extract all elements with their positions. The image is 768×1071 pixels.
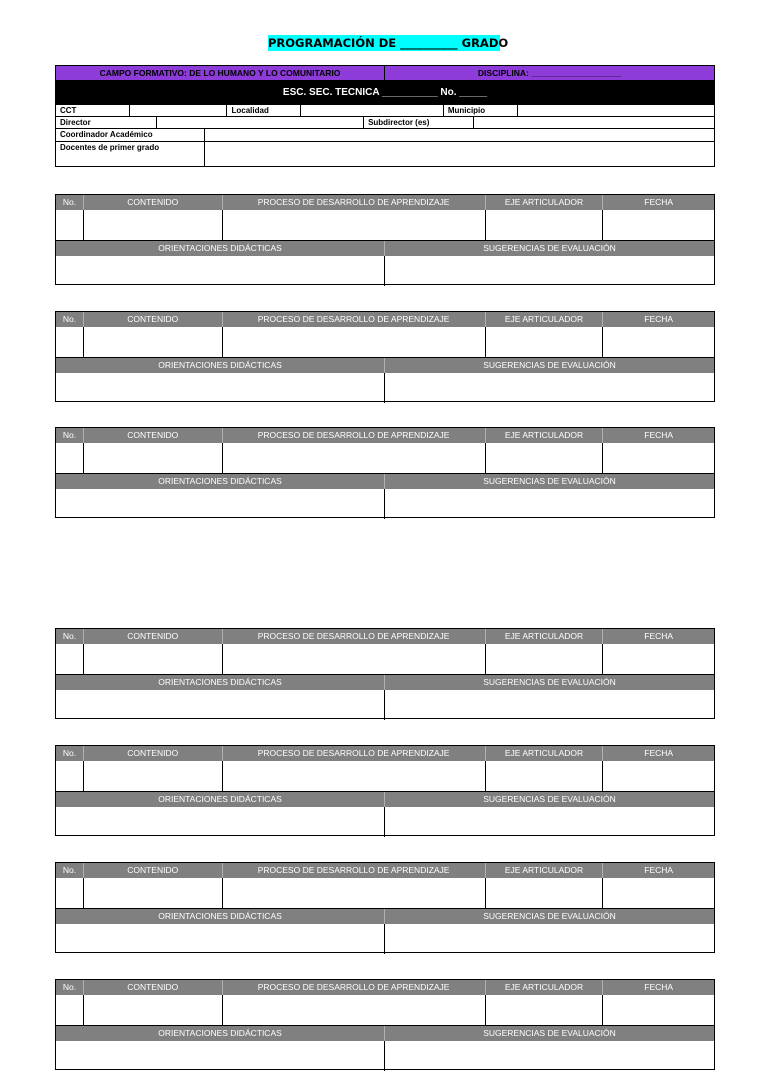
proceso-cell[interactable] [223, 443, 486, 474]
contenido-cell[interactable] [84, 995, 223, 1026]
disciplina-cell: DISCIPLINA: ___________________ [477, 68, 622, 78]
cct-value[interactable] [130, 105, 228, 116]
no-header: No. [56, 312, 84, 327]
header-table [55, 65, 715, 167]
eje-cell[interactable] [486, 995, 604, 1026]
no-header: No. [56, 629, 84, 644]
sugerencias-header: SUGERENCIAS DE EVALUACIÓN [483, 911, 616, 921]
eje-header: EJE ARTICULADOR [486, 746, 604, 761]
eje-header: EJE ARTICULADOR [486, 980, 604, 995]
contenido-header: CONTENIDO [84, 629, 223, 644]
block-notes-row [56, 256, 714, 286]
eje-header: EJE ARTICULADOR [486, 863, 604, 878]
block-notes-row [56, 924, 714, 954]
block-subheader-row [56, 358, 714, 373]
planning-block [55, 628, 715, 719]
subdirector-label: Subdirector (es) [364, 117, 474, 128]
proceso-cell[interactable] [223, 761, 486, 792]
no-cell[interactable] [56, 210, 84, 241]
contenido-header: CONTENIDO [84, 863, 223, 878]
block-header-row [56, 428, 714, 443]
contenido-cell[interactable] [84, 327, 223, 358]
orientaciones-cell[interactable] [56, 924, 385, 954]
proceso-cell[interactable] [223, 210, 486, 241]
eje-cell[interactable] [486, 878, 604, 909]
sugerencias-cell[interactable] [385, 373, 714, 403]
contenido-cell[interactable] [84, 443, 223, 474]
planning-block [55, 194, 715, 285]
contenido-header: CONTENIDO [84, 746, 223, 761]
block-header-row [56, 746, 714, 761]
orientaciones-cell[interactable] [56, 690, 385, 720]
orientaciones-header: ORIENTACIONES DIDÁCTICAS [56, 675, 385, 690]
no-cell[interactable] [56, 878, 84, 909]
orientaciones-header: ORIENTACIONES DIDÁCTICAS [56, 1026, 385, 1041]
block-subheader-row [56, 909, 714, 924]
eje-header: EJE ARTICULADOR [486, 312, 604, 327]
no-header: No. [56, 195, 84, 210]
orientaciones-header: ORIENTACIONES DIDÁCTICAS [56, 474, 385, 489]
orientaciones-cell[interactable] [56, 807, 385, 837]
orientaciones-cell[interactable] [56, 489, 385, 519]
docentes-value[interactable] [205, 142, 714, 166]
eje-cell[interactable] [486, 761, 604, 792]
contenido-header: CONTENIDO [84, 980, 223, 995]
coordinador-value[interactable] [205, 129, 714, 141]
proceso-cell[interactable] [223, 644, 486, 675]
docentes-label: Docentes de primer grado [56, 142, 205, 166]
block-header-row [56, 195, 714, 210]
block-entry-row [56, 210, 714, 241]
block-entry-row [56, 443, 714, 474]
block-notes-row [56, 489, 714, 519]
proceso-cell[interactable] [223, 995, 486, 1026]
page-title: PROGRAMACIÓN DE __________ GRADO [268, 36, 509, 50]
sugerencias-header: SUGERENCIAS DE EVALUACIÓN [483, 476, 616, 486]
planning-block [55, 862, 715, 953]
fecha-header: FECHA [644, 982, 674, 992]
contenido-cell[interactable] [84, 878, 223, 909]
coordinador-row [56, 129, 714, 142]
fecha-header: FECHA [644, 314, 674, 324]
proceso-header: PROCESO DE DESARROLLO DE APRENDIZAJE [223, 428, 486, 443]
fecha-header: FECHA [644, 430, 674, 440]
no-cell[interactable] [56, 761, 84, 792]
no-cell[interactable] [56, 327, 84, 358]
block-header-row [56, 312, 714, 327]
fecha-cell[interactable] [603, 644, 714, 675]
block-notes-row [56, 690, 714, 720]
eje-header: EJE ARTICULADOR [486, 195, 604, 210]
fecha-cell[interactable] [603, 443, 714, 474]
campo-formativo-cell: CAMPO FORMATIVO: DE LO HUMANO Y LO COMUNITARIO [56, 66, 385, 80]
block-notes-row [56, 373, 714, 403]
director-row [56, 117, 714, 129]
sugerencias-cell[interactable] [385, 489, 714, 519]
no-cell[interactable] [56, 443, 84, 474]
orientaciones-header: ORIENTACIONES DIDÁCTICAS [56, 909, 385, 924]
proceso-header: PROCESO DE DESARROLLO DE APRENDIZAJE [223, 629, 486, 644]
subdirector-value[interactable] [474, 117, 714, 128]
no-cell[interactable] [56, 995, 84, 1026]
block-entry-row [56, 761, 714, 792]
proceso-header: PROCESO DE DESARROLLO DE APRENDIZAJE [223, 863, 486, 878]
eje-cell[interactable] [486, 644, 604, 675]
planning-block [55, 979, 715, 1070]
contenido-cell[interactable] [84, 644, 223, 675]
proceso-header: PROCESO DE DESARROLLO DE APRENDIZAJE [223, 980, 486, 995]
planning-block [55, 427, 715, 518]
block-entry-row [56, 878, 714, 909]
no-cell[interactable] [56, 644, 84, 675]
sugerencias-cell[interactable] [385, 924, 714, 954]
fecha-cell[interactable] [603, 761, 714, 792]
block-entry-row [56, 995, 714, 1026]
fecha-cell[interactable] [603, 995, 714, 1026]
fecha-cell[interactable] [603, 327, 714, 358]
sugerencias-cell[interactable] [385, 807, 714, 837]
block-subheader-row [56, 474, 714, 489]
contenido-cell[interactable] [84, 210, 223, 241]
director-label: Director [56, 117, 157, 128]
fecha-header: FECHA [644, 631, 674, 641]
no-header: No. [56, 746, 84, 761]
fecha-cell[interactable] [603, 210, 714, 241]
proceso-cell[interactable] [223, 327, 486, 358]
block-entry-row [56, 644, 714, 675]
block-notes-row [56, 1041, 714, 1071]
fecha-cell[interactable] [603, 878, 714, 909]
orientaciones-cell[interactable] [56, 1041, 385, 1071]
escuela-row: ESC. SEC. TECNICA __________ No. _____ [56, 81, 714, 105]
orientaciones-header: ORIENTACIONES DIDÁCTICAS [56, 241, 385, 256]
eje-header: EJE ARTICULADOR [486, 629, 604, 644]
block-subheader-row [56, 675, 714, 690]
eje-cell[interactable] [486, 327, 604, 358]
sugerencias-header: SUGERENCIAS DE EVALUACIÓN [483, 794, 616, 804]
sugerencias-cell[interactable] [385, 690, 714, 720]
contenido-header: CONTENIDO [84, 428, 223, 443]
orientaciones-header: ORIENTACIONES DIDÁCTICAS [56, 358, 385, 373]
planning-block [55, 311, 715, 402]
contenido-cell[interactable] [84, 761, 223, 792]
eje-cell[interactable] [486, 210, 604, 241]
no-header: No. [56, 428, 84, 443]
sugerencias-header: SUGERENCIAS DE EVALUACIÓN [483, 243, 616, 253]
fecha-header: FECHA [644, 865, 674, 875]
municipio-value[interactable] [518, 105, 714, 116]
sugerencias-header: SUGERENCIAS DE EVALUACIÓN [483, 677, 616, 687]
block-subheader-row [56, 792, 714, 807]
eje-header: EJE ARTICULADOR [486, 428, 604, 443]
proceso-header: PROCESO DE DESARROLLO DE APRENDIZAJE [223, 312, 486, 327]
coordinador-label: Coordinador Académico [56, 129, 205, 141]
proceso-header: PROCESO DE DESARROLLO DE APRENDIZAJE [223, 195, 486, 210]
block-entry-row [56, 327, 714, 358]
contenido-header: CONTENIDO [84, 195, 223, 210]
localidad-label: Localidad [227, 105, 301, 116]
localidad-value[interactable] [301, 105, 444, 116]
cct-label: CCT [56, 105, 130, 116]
orientaciones-cell[interactable] [56, 373, 385, 403]
no-header: No. [56, 980, 84, 995]
block-subheader-row [56, 1026, 714, 1041]
cct-row [56, 105, 714, 117]
docentes-row [56, 142, 714, 166]
campo-row [56, 66, 714, 81]
sugerencias-header: SUGERENCIAS DE EVALUACIÓN [483, 360, 616, 370]
block-notes-row [56, 807, 714, 837]
planning-block [55, 745, 715, 836]
sugerencias-cell[interactable] [385, 256, 714, 286]
block-header-row [56, 629, 714, 644]
contenido-header: CONTENIDO [84, 312, 223, 327]
sugerencias-header: SUGERENCIAS DE EVALUACIÓN [483, 1028, 616, 1038]
no-header: No. [56, 863, 84, 878]
block-subheader-row [56, 241, 714, 256]
proceso-cell[interactable] [223, 878, 486, 909]
orientaciones-cell[interactable] [56, 256, 385, 286]
municipio-label: Municipio [444, 105, 518, 116]
fecha-header: FECHA [644, 197, 674, 207]
block-header-row [56, 863, 714, 878]
orientaciones-header: ORIENTACIONES DIDÁCTICAS [56, 792, 385, 807]
eje-cell[interactable] [486, 443, 604, 474]
director-value[interactable] [157, 117, 364, 128]
sugerencias-cell[interactable] [385, 1041, 714, 1071]
block-header-row [56, 980, 714, 995]
fecha-header: FECHA [644, 748, 674, 758]
proceso-header: PROCESO DE DESARROLLO DE APRENDIZAJE [223, 746, 486, 761]
